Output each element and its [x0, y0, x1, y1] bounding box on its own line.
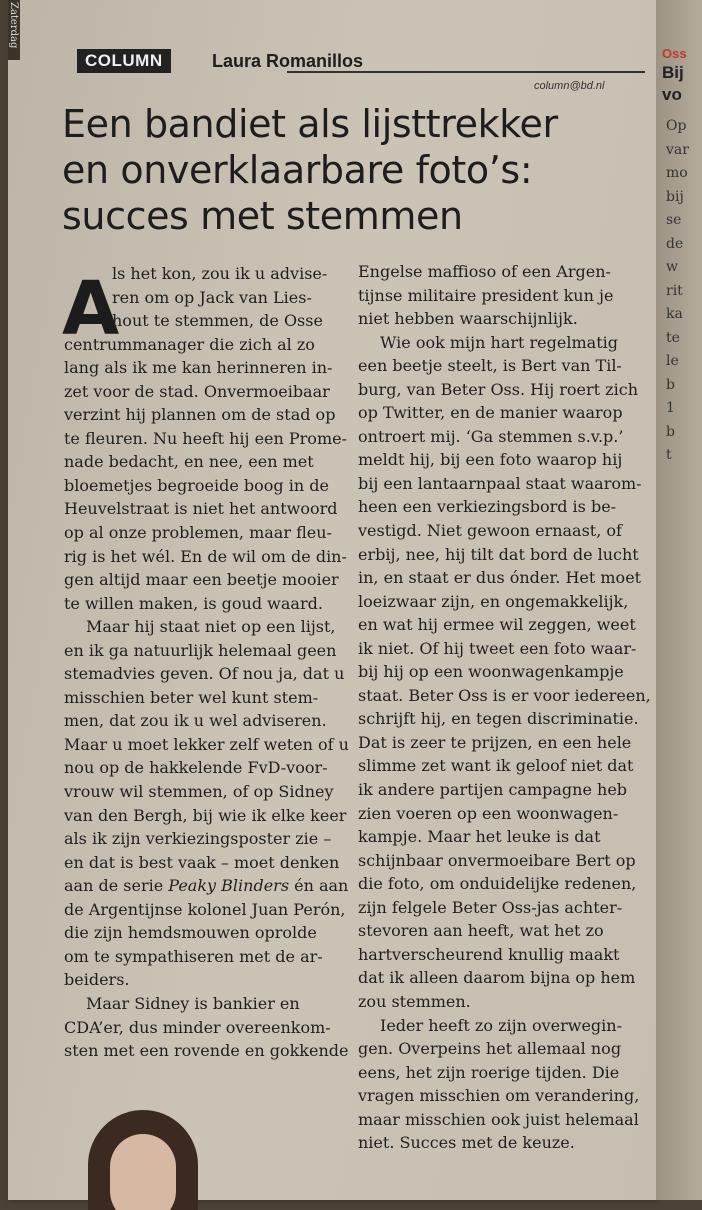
adjacent-page-section: Oss: [662, 46, 687, 61]
text-line: Maar hij staat niet op een lijst,: [86, 617, 336, 637]
text-line: loeizwaar zijn, en ongemakkelijk,: [358, 591, 629, 611]
text-line: schijnbaar onvermoeibare Bert op: [358, 850, 636, 870]
text-line: eens, het zijn roerige tijden. Die: [358, 1062, 620, 1082]
text-line: heen een verkiezingsbord is be-: [358, 497, 617, 517]
text-line: stevoren aan heeft, wat het zo: [358, 921, 604, 941]
text-line: Dat is zeer te prijzen, en een hele: [358, 732, 632, 752]
adjacent-page: [656, 0, 702, 1200]
adjacent-page-title: Bij vo: [662, 63, 684, 104]
text-line: ontroert mij. ‘Ga stemmen s.v.p.’: [358, 426, 624, 446]
text-line: CDA’er, dus minder overeenkom-: [64, 1017, 331, 1037]
headline-line: Een bandiet als lijsttrekker: [62, 102, 558, 146]
text-line: niet. Succes met de keuze.: [358, 1133, 575, 1153]
headline: [62, 101, 647, 239]
text-line: dat ik alleen daarom bijna op hem: [358, 968, 636, 988]
text-line: op al onze problemen, maar fleu-: [64, 523, 332, 543]
text-line: staat. Beter Oss is er voor iedereen,: [358, 685, 651, 705]
left-page-edge: [8, 0, 20, 60]
text-line: slimme zet want ik geloof niet dat: [358, 756, 634, 776]
text-line: schrijft hij, en tegen discriminatie.: [358, 709, 639, 729]
text-line: gen altijd maar een beetje mooier: [64, 570, 339, 590]
text-line: sten met een rovende en gokkende: [64, 1041, 349, 1061]
text-line: Ieder heeft zo zijn overwegin-: [380, 1015, 622, 1035]
text-line: beiders.: [64, 970, 130, 990]
text-line: erbij, nee, hij tilt dat bord de lucht: [358, 544, 639, 564]
text-line: bij hij op een woonwagenkampje: [358, 662, 624, 682]
text-line: ik niet. Of hij tweet een foto waar-: [358, 638, 637, 658]
newspaper-page: [8, 0, 656, 1200]
text-line: vestigd. Niet gewoon ernaast, of: [358, 521, 622, 541]
text-line: te willen maken, is goud waard.: [64, 593, 323, 613]
text-line: rig is het wél. En de wil om de din-: [64, 546, 347, 566]
text-line: stemadvies geven. Of nou ja, dat u: [64, 664, 345, 684]
text-line: misschien beter wel kunt stem-: [64, 687, 319, 707]
text-line: bij een lantaarnpaal staat waarom-: [358, 473, 642, 493]
text-line: Wie ook mijn hart regelmatig: [380, 332, 618, 352]
headline-line: en onverklaarbare foto’s:: [62, 148, 533, 192]
text-line: gen. Overpeins het allemaal nog: [358, 1039, 622, 1059]
text-line: zet voor de stad. Onvermoeibaar: [64, 381, 330, 401]
text-line: en dat is best vaak – moet denken: [64, 852, 340, 872]
article-column-right: [358, 260, 658, 1155]
text-line: nade bedacht, en nee, een met: [64, 452, 314, 472]
italic-series-title: Peaky Blinders: [168, 876, 290, 896]
headline-line: succes met stemmen: [62, 194, 463, 238]
text-line: als ik zijn verkiezingsposter zie –: [64, 829, 332, 849]
text-line: zien voeren op een woonwagen-: [358, 803, 619, 823]
text-line: meldt hij, bij een foto waarop hij: [358, 450, 623, 470]
text-line: de Argentijnse kolonel Juan Perón,: [64, 899, 346, 919]
text-line: bloemetjes begroeide boog in de: [64, 475, 329, 495]
text-line: niet hebben waarschijnlijk.: [358, 309, 578, 329]
text-line: vragen misschien om verandering,: [358, 1086, 640, 1106]
text-line: een beetje steelt, is Bert van Til-: [358, 356, 622, 376]
text-line: verzint hij plannen om de stad op: [64, 405, 336, 425]
text-line: die foto, om onduidelijke redenen,: [358, 874, 637, 894]
text-line: ren om op Jack van Lies-: [112, 287, 312, 307]
text-line: om te sympathiseren met de ar-: [64, 946, 323, 966]
text-line: ik andere partijen campagne heb: [358, 780, 628, 800]
text-line: en wat hij ermee wil zeggen, weet: [358, 615, 636, 635]
text-line: centrummanager die zich al zo: [64, 334, 315, 354]
text-line: kampje. Maar het leuke is dat: [358, 827, 601, 847]
text-line: nou op de hakkelende FvD-voor-: [64, 758, 328, 778]
text-line: die zijn hemdsmouwen oprolde: [64, 923, 317, 943]
author-email: column@bd.nl: [534, 80, 605, 92]
adjacent-page-text: Op var mo bij se de w rit ka te le b 1 b t: [666, 118, 689, 463]
text-line: Maar u moet lekker zelf weten of u: [64, 734, 349, 754]
text-line: in, en staat er dus ónder. Het moet: [358, 568, 642, 588]
text-line: burg, van Beter Oss. Hij roert zich: [358, 379, 638, 399]
author-name: Laura Romanillos: [212, 51, 364, 71]
text-line: lang als ik me kan herinneren in-: [64, 358, 333, 378]
text-line: te fleuren. Nu heeft hij een Prome-: [64, 428, 347, 448]
column-header: [77, 49, 645, 73]
drop-cap: A: [62, 266, 120, 352]
text-line: Engelse maffioso of een Argen-: [358, 262, 611, 281]
edge-text: Zaterdag: [8, 2, 19, 49]
text-line: Heuvelstraat is niet het antwoord: [64, 499, 338, 519]
text-line: zou stemmen.: [358, 991, 471, 1011]
text-line: aan de serie Peaky Blinders én aan: [64, 876, 349, 896]
text-line: hartverscheurend knullig maakt: [358, 944, 620, 964]
text-line: zijn felgele Beter Oss-jas achter-: [358, 897, 623, 917]
text-line: men, dat zou ik u wel adviseren.: [64, 711, 327, 731]
text-line: op Twitter, en de manier waarop: [358, 403, 623, 423]
text-line: hout te stemmen, de Osse: [112, 311, 323, 331]
text-line: vrouw wil stemmen, of op Sidney: [64, 782, 334, 802]
text-line: tijnse militaire president kun je: [358, 285, 614, 305]
text-line: Maar Sidney is bankier en: [86, 993, 300, 1013]
text-line: ls het kon, zou ik u advise-: [112, 264, 328, 283]
article-column-left: [64, 262, 349, 1063]
text-line: maar misschien ook juist helemaal: [358, 1109, 639, 1129]
text-line: en ik ga natuurlijk helemaal geen: [64, 640, 337, 660]
text-line: van den Bergh, bij wie ik elke keer: [64, 805, 347, 825]
column-label: COLUMN: [77, 49, 171, 73]
author-photo: [80, 1100, 200, 1210]
